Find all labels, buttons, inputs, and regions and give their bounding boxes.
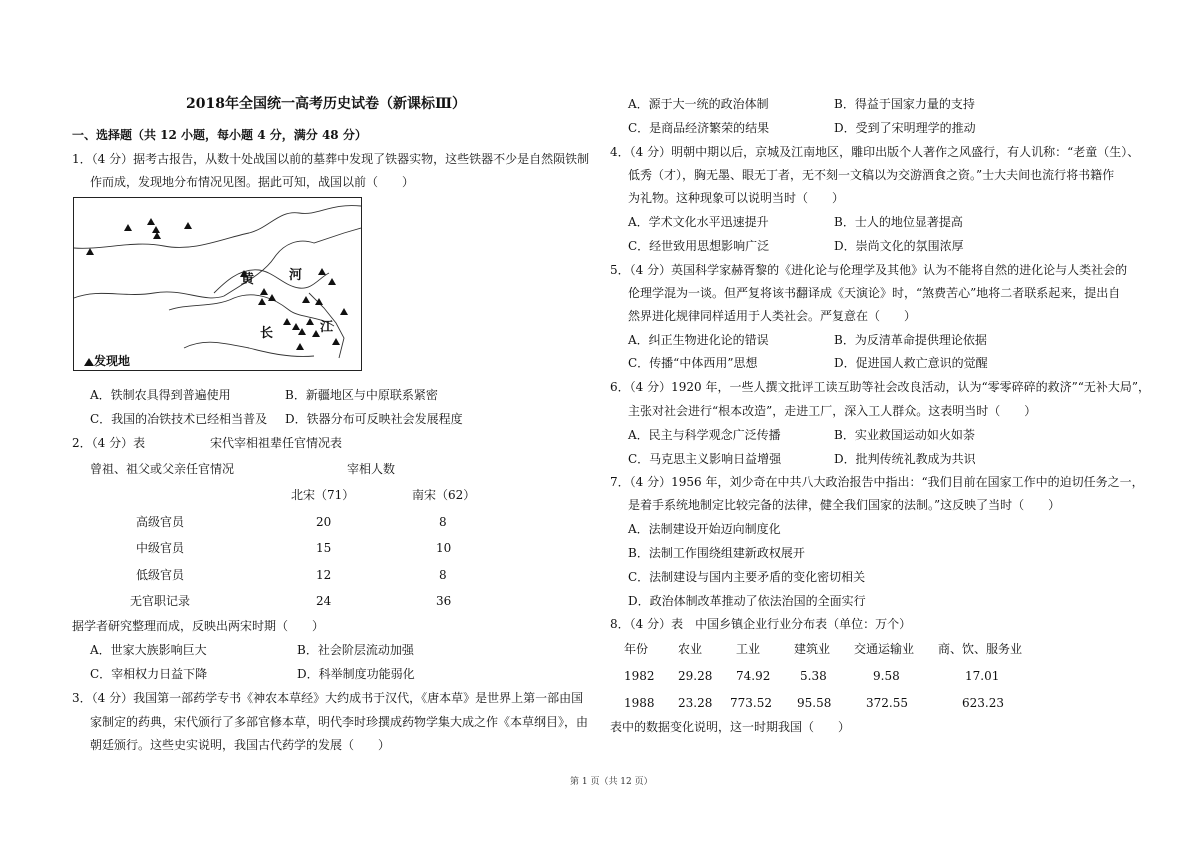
triangle-icon: [268, 294, 276, 301]
q5-option-a: A．纠正生物进化论的错误: [628, 333, 769, 347]
q4-option-c: C．经世致用思想影响广泛: [628, 239, 770, 253]
triangle-icon: [147, 218, 155, 225]
q8-cell: 5.38: [800, 669, 827, 683]
q2-cell-south: 8: [439, 568, 447, 582]
triangle-icon: [124, 224, 132, 231]
border-line-south: [184, 342, 314, 356]
q3-option-a: A．源于大一统的政治体制: [628, 97, 769, 111]
page-title: 2018年全国统一高考历史试卷（新课标Ⅲ）: [186, 96, 467, 112]
q5-option-d: D．促进国人救亡意识的觉醒: [834, 356, 988, 370]
triangle-icon: [283, 318, 291, 325]
q8-cell: 17.01: [965, 669, 1000, 683]
triangle-icon: [318, 268, 326, 275]
q2-cell-north: 20: [316, 515, 332, 529]
iron-findings-map: [73, 197, 362, 371]
triangle-icon: [86, 248, 94, 255]
map-svg: [74, 198, 361, 370]
map-legend-label: 发现地: [94, 354, 131, 368]
q2-table-title: 宋代宰相祖辈任官情况表: [210, 436, 343, 450]
q3-option-d: D．受到了宋明理学的推动: [834, 121, 976, 135]
map-label-he: 河: [289, 268, 303, 283]
section-title: 一、选择题（共 12 小题，每小题 4 分，满分 48 分）: [72, 128, 367, 142]
q3-stem-line1: 3．（4 分）我国第一部药学专书《神农本草经》大约成书于汉代，《唐本草》是世界上第一部由国: [72, 691, 584, 705]
q8-header-commerce: 商、饮、服务业: [938, 642, 1023, 656]
q2-row-label: 无官职记录: [130, 594, 191, 608]
q6-option-c: C．马克思主义影响日益增强: [628, 452, 782, 466]
q8-cell: 623.23: [962, 696, 1004, 710]
q8-cell: 95.58: [797, 696, 832, 710]
q8-header-construction: 建筑业: [794, 642, 831, 656]
triangle-icon: [340, 308, 348, 315]
q5-stem-line1: 5．（4 分）英国科学家赫胥黎的《进化论与伦理学及其他》认为不能将自然的进化论与人类社会的: [610, 263, 1128, 277]
q8-cell: 1988: [624, 696, 655, 710]
q1-option-c: C．我国的冶铁技术已经相当普及: [90, 412, 268, 426]
q7-option-d: D．政治体制改革推动了依法治国的全面实行: [628, 594, 866, 608]
q2-option-b: B．社会阶层流动加强: [297, 643, 414, 657]
q3-option-b: B．得益于国家力量的支持: [834, 97, 975, 111]
q4-stem-line1: 4．（4 分）明朝中期以后，京城及江南地区，雕印出版个人著作之风盛行，有人讥称：“老童（生）、: [610, 145, 1140, 159]
q6-option-d: D．批判传统礼教成为共识: [834, 452, 976, 466]
q2-stem-after: 据学者研究整理而成，反映出两宋时期（ ）: [72, 619, 325, 633]
q6-stem-line2: 主张对社会进行“根本改造”，走进工厂，深入工人群众。这表明当时（ ）: [628, 404, 1037, 418]
map-label-chang: 长: [260, 326, 274, 341]
triangle-icon: [184, 222, 192, 229]
q5-option-b: B．为反清革命提供理论依据: [834, 333, 987, 347]
triangle-icon: [153, 232, 161, 239]
q8-cell: 372.55: [866, 696, 908, 710]
q7-option-b: B．法制工作围绕组建新政权展开: [628, 546, 805, 560]
q2-col-head-right: 宰相人数: [347, 462, 396, 476]
q2-cell-south: 8: [439, 515, 447, 529]
q2-row-label: 中级官员: [136, 541, 185, 555]
q2-row-label: 高级官员: [136, 515, 185, 529]
triangle-icon: [306, 318, 314, 325]
triangle-icon: [152, 226, 160, 233]
q3-stem-line3: 朝廷颁行。这些史实说明，我国古代药学的发展（ ）: [90, 738, 391, 752]
q1-stem-line2: 作而成，发现地分布情况见图。据此可知，战国以前（ ）: [90, 175, 415, 189]
page-footer: 第 1 页（共 12 页）: [570, 777, 653, 787]
q5-stem-line2: 伦理学混为一谈。但严复将该书翻译成《天演论》时，“煞费苦心”地将二者联系起来，提出自: [628, 286, 1121, 300]
triangle-icon: [312, 330, 320, 337]
q8-stem-line1: 8．（4 分）表 中国乡镇企业行业分布表（单位：万个）: [610, 617, 912, 631]
q8-cell: 773.52: [730, 696, 772, 710]
q2-option-a: A．世家大族影响巨大: [90, 643, 207, 657]
legend-triangle-icon: [84, 358, 94, 366]
q1-option-a: A．铁制农具得到普遍使用: [90, 388, 231, 402]
q7-stem-line1: 7．（4 分）1956 年，刘少奇在中共八大政治报告中指出：“我们目前在国家工作中的迫切任务之一，: [610, 475, 1144, 489]
border-line-mid: [74, 228, 361, 298]
q6-option-b: B．实业救国运动如火如荼: [834, 428, 975, 442]
q7-option-a: A．法制建设开始迈向制度化: [628, 522, 781, 536]
q3-option-c: C．是商品经济繁荣的结果: [628, 121, 770, 135]
q4-option-a: A．学术文化水平迅速提升: [628, 215, 769, 229]
q2-sub-head-south: 南宋（62）: [412, 488, 476, 502]
q6-option-a: A．民主与科学观念广泛传播: [628, 428, 781, 442]
q2-cell-north: 15: [316, 541, 332, 555]
triangle-icon: [260, 288, 268, 295]
q2-stem-prefix: 2．（4 分）表: [72, 436, 146, 450]
triangle-icon: [296, 343, 304, 350]
q8-header-industry: 工业: [736, 642, 761, 656]
triangle-icon: [315, 298, 323, 305]
map-label-jiang: 江: [320, 320, 334, 335]
q8-cell: 29.28: [678, 669, 713, 683]
q2-option-d: D．科举制度功能弱化: [297, 667, 415, 681]
q1-option-d: D．铁器分布可反映社会发展程度: [285, 412, 463, 426]
q7-option-c: C．法制建设与国内主要矛盾的变化密切相关: [628, 570, 866, 584]
finding-markers: [84, 218, 348, 366]
q6-stem-line1: 6．（4 分）1920 年，一些人撰文批评工读互助等社会改良活动，认为“零零碎碎的救济”“无补大局”，: [610, 380, 1150, 394]
q4-stem-line3: 为礼物。这种现象可以说明当时（ ）: [628, 191, 845, 205]
q8-header-year: 年份: [624, 642, 649, 656]
q8-cell: 74.92: [736, 669, 771, 683]
q4-stem-line2: 低秀（才），胸无墨、眼无丁者，无不刻一文稿以为交游酒食之资。”士大夫间也流行将书籍作: [628, 168, 1115, 182]
triangle-icon: [302, 296, 310, 303]
q8-cell: 9.58: [873, 669, 900, 683]
q8-cell: 23.28: [678, 696, 713, 710]
q2-cell-north: 24: [316, 594, 332, 608]
q4-option-b: B．士人的地位显著提高: [834, 215, 963, 229]
q1-stem-line1: 1．（4 分）据考古报告，从数十处战国以前的墓葬中发现了铁器实物，这些铁器不少是自然陨铁制: [72, 152, 590, 166]
q2-cell-north: 12: [316, 568, 332, 582]
q3-stem-line2: 家制定的药典，宋代颁行了多部官修本草，明代李时珍撰成药物学集大成之作《本草纲目》，由: [90, 715, 589, 729]
q8-header-transport: 交通运输业: [854, 642, 915, 656]
q7-stem-line2: 是着手系统地制定比较完备的法律，健全我们国家的法制。”这反映了当时（ ）: [628, 498, 1061, 512]
yellow-river-line: [214, 270, 329, 293]
triangle-icon: [292, 323, 300, 330]
q5-stem-line3: 然界进化规律同样适用于人类社会。严复意在（ ）: [628, 309, 917, 323]
q8-header-agriculture: 农业: [678, 642, 703, 656]
q8-cell: 1982: [624, 669, 655, 683]
q2-option-c: C．宰相权力日益下降: [90, 667, 208, 681]
triangle-icon: [328, 278, 336, 285]
q2-cell-south: 10: [436, 541, 452, 555]
triangle-icon: [258, 298, 266, 305]
q2-col-head-left: 曾祖、祖父或父亲任官情况: [90, 462, 235, 476]
q4-option-d: D．崇尚文化的氛围浓厚: [834, 239, 964, 253]
triangle-icon: [332, 338, 340, 345]
q2-sub-head-north: 北宋（71）: [291, 488, 355, 502]
q2-row-label: 低级官员: [136, 568, 185, 582]
q1-option-b: B．新疆地区与中原联系紧密: [285, 388, 438, 402]
q5-option-c: C．传播“中体西用”思想: [628, 356, 758, 370]
q2-cell-south: 36: [436, 594, 452, 608]
map-label-huang: 黄: [241, 272, 255, 287]
q8-stem-after: 表中的数据变化说明，这一时期我国（ ）: [610, 720, 851, 734]
